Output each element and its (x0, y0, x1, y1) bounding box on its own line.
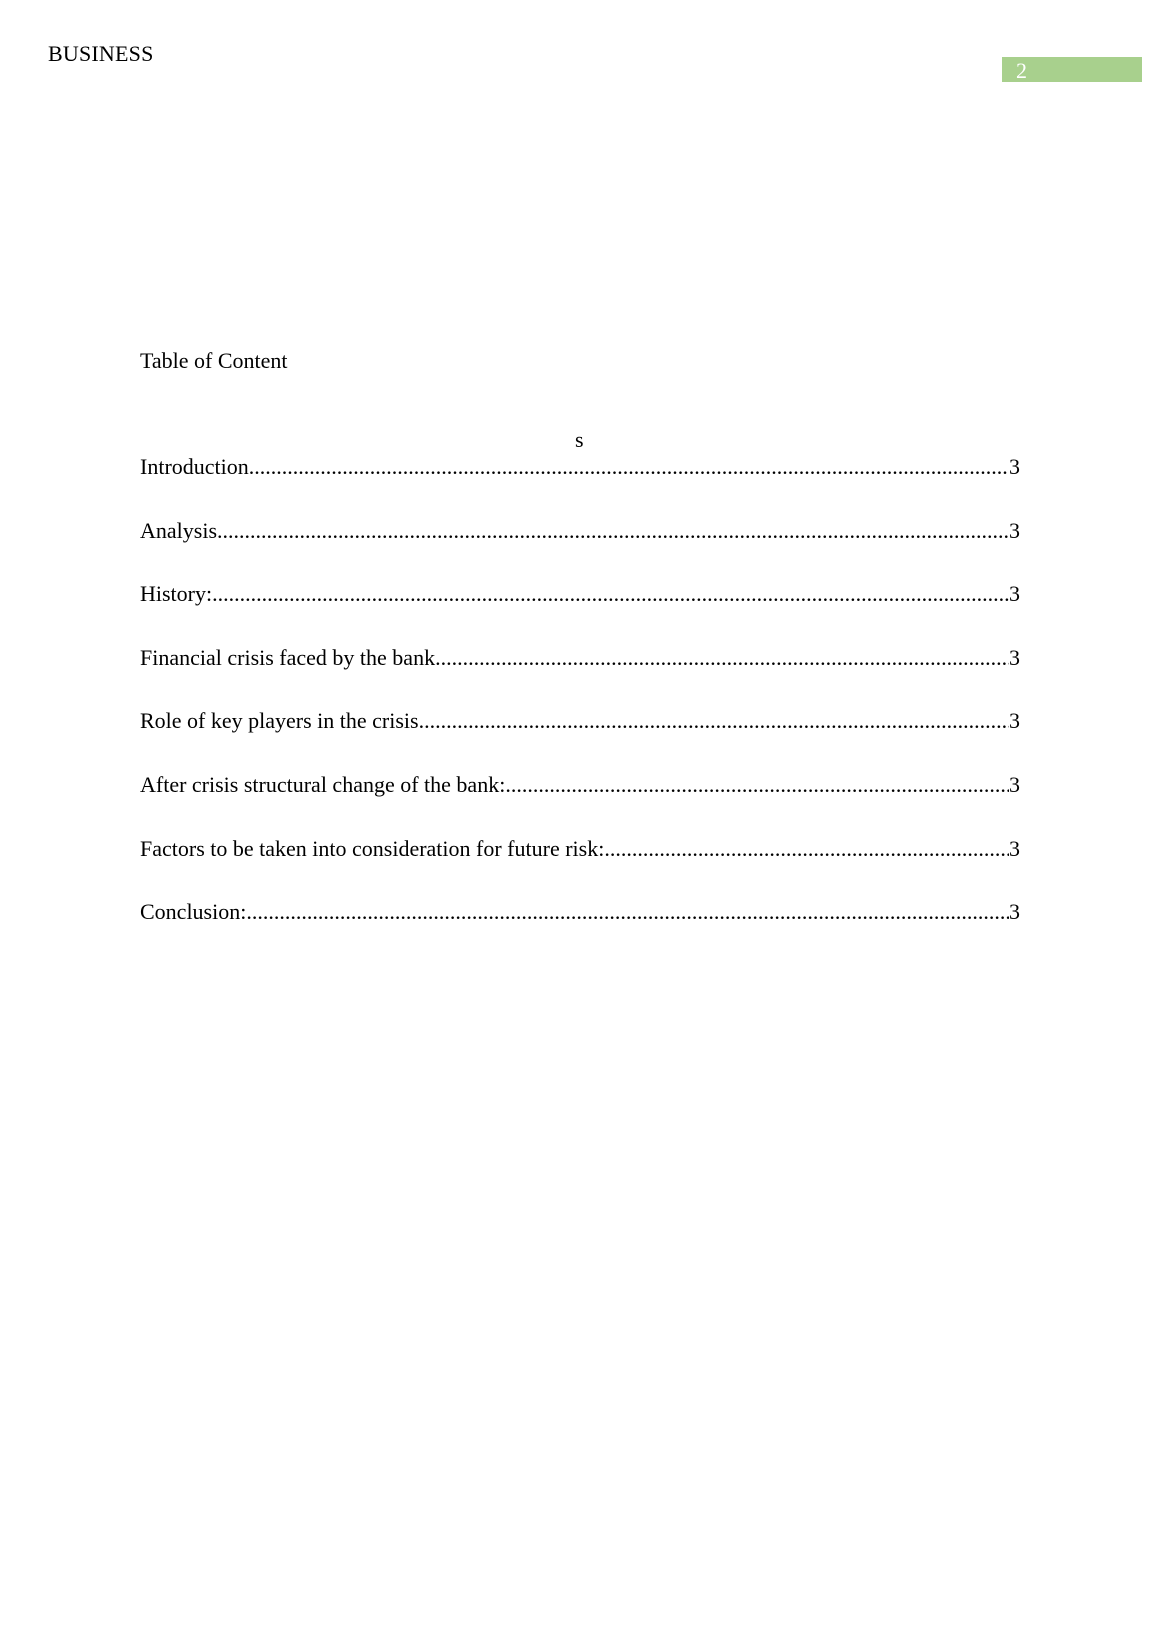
toc-entry-label: History: (140, 581, 213, 607)
toc-entry-page: 3 (1009, 708, 1020, 734)
toc-entry-label: Role of key players in the crisis (140, 708, 419, 734)
running-header-title: BUSINESS (48, 41, 154, 66)
toc-entry-label: After crisis structural change of the bank: (140, 771, 506, 797)
toc-dot-leader (212, 580, 1009, 608)
toc-dot-leader (217, 517, 1009, 545)
toc-entry-conclusion[interactable] (140, 898, 1020, 962)
page-number-badge (1002, 57, 1142, 82)
toc-entry-label: Factors to be taken into consideration for future risk: (140, 835, 605, 861)
toc-entry-page: 3 (1009, 644, 1020, 670)
toc-dot-leader (604, 835, 1009, 863)
toc-dot-leader (505, 771, 1009, 799)
toc-entry-page: 3 (1009, 581, 1020, 607)
toc-dot-leader (246, 898, 1009, 926)
table-of-contents (140, 453, 1020, 962)
toc-entry-analysis[interactable] (140, 517, 1020, 581)
toc-entry-label: Analysis (140, 517, 217, 543)
toc-entry-page: 3 (1009, 835, 1020, 861)
toc-dot-leader (435, 644, 1009, 672)
toc-entry-page: 3 (1009, 517, 1020, 543)
toc-dot-leader (419, 707, 1009, 735)
toc-entry-history[interactable] (140, 580, 1020, 644)
toc-entry-introduction[interactable] (140, 453, 1020, 517)
toc-entry-financial-crisis[interactable] (140, 644, 1020, 708)
toc-dot-leader (249, 453, 1009, 481)
stray-character: s (575, 427, 584, 452)
toc-entry-page: 3 (1009, 899, 1020, 925)
toc-entry-label: Financial crisis faced by the bank (140, 644, 436, 670)
toc-entry-page: 3 (1009, 771, 1020, 797)
toc-entry-page: 3 (1009, 454, 1020, 479)
toc-heading: Table of Content (140, 348, 288, 373)
page-number: 2 (1016, 58, 1027, 83)
toc-entry-structural-change[interactable] (140, 771, 1020, 835)
toc-entry-label: Introduction (140, 454, 249, 479)
toc-entry-label: Conclusion: (140, 899, 247, 925)
toc-entry-future-risk[interactable] (140, 835, 1020, 899)
toc-entry-key-players[interactable] (140, 707, 1020, 771)
